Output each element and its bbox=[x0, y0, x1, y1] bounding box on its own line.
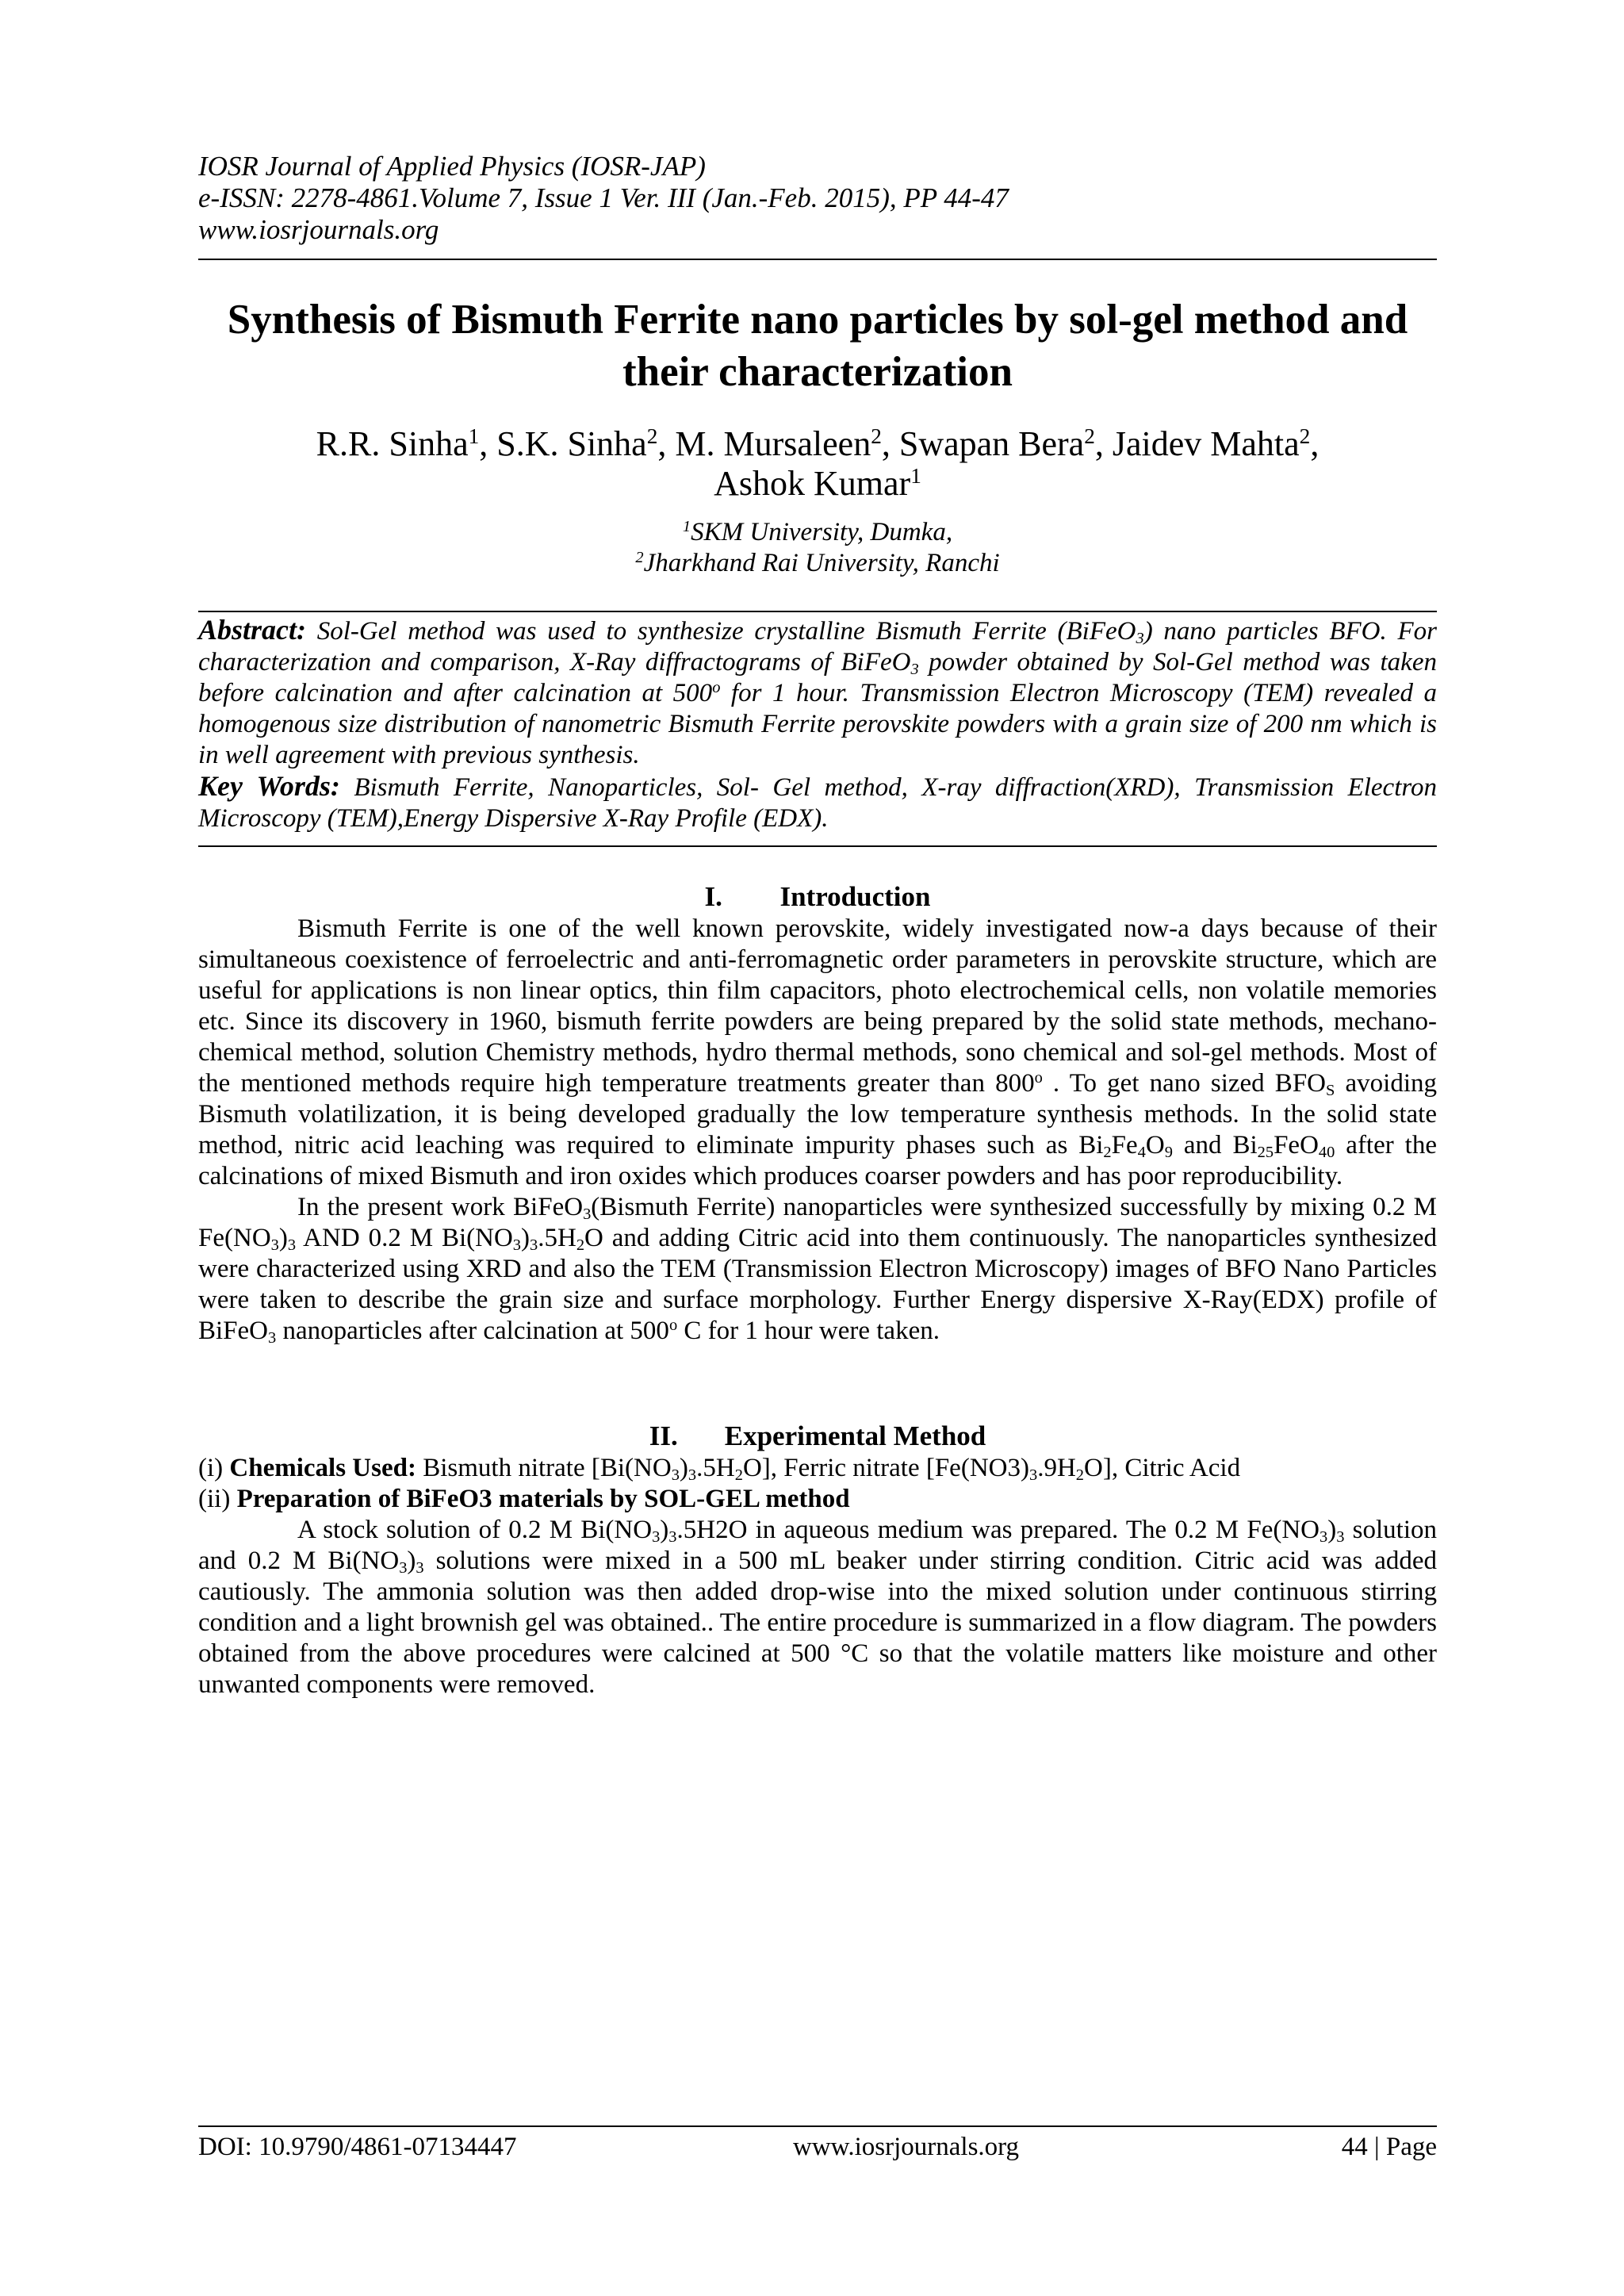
section-heading-introduction: I. Introduction bbox=[704, 881, 931, 912]
affiliations bbox=[198, 517, 1437, 579]
footer-website: www.iosrjournals.org bbox=[793, 2133, 1020, 2161]
affiliation-1: $^1$SKM University, Dumka, bbox=[682, 517, 953, 546]
affiliation-2: $^2$Jharkhand Rai University, Ranchi bbox=[635, 548, 1000, 577]
author-name: Jaidev Mahta bbox=[1112, 424, 1300, 463]
author-name: M. Mursaleen bbox=[675, 424, 871, 463]
author-line-2: Ashok Kumar$^1$ bbox=[714, 464, 921, 503]
footer-rule bbox=[198, 2125, 1437, 2127]
author-name: Ashok Kumar bbox=[714, 464, 911, 503]
experimental-section bbox=[198, 1420, 1437, 1700]
author-name: Swapan Bera bbox=[898, 424, 1085, 463]
abstract-top-rule bbox=[198, 611, 1437, 612]
journal-issn: e-ISSN: 2278-4861.Volume 7, Issue 1 Ver. III (Jan.-Feb. 2015), PP 44-47 bbox=[198, 182, 1009, 213]
header-rule bbox=[198, 259, 1437, 260]
abstract-section bbox=[198, 615, 1437, 834]
keywords-text: Key Words: Bismuth Ferrite, Nanoparticles, Sol- Gel method, X-ray diffraction(XRD), Transmission Electron Microscopy (TEM),Energy Dispersive X-Ray Profile (EDX). bbox=[198, 770, 1437, 833]
preparation-heading: (ii) Preparation of BiFeO3 materials by SOL-GEL method bbox=[198, 1485, 850, 1513]
intro-paragraph-1: Bismuth Ferrite is one of the well known perovskite, widely investigated now-a days because of their simultaneous coexistence of ferroelectric and anti-ferromagnetic order parameters in perovskite structure, which are useful for applications is non linear optics, thin film capacitors, photo electrochemical cells, non volatile memories etc. Since its discovery in 1960, bismuth ferrite powders are being prepared by the solid state methods, mechano-chemical method, solution Chemistry methods, hydro thermal methods, sono chemical and sol-gel methods. Most of the mentioned methods require high temperature treatments greater than 800$^o$ . To get nano sized $BFO_S$ avoiding Bismuth volatilization, it is being developed gradually the low temperature synthesis methods. In the solid state method, nitric acid leaching was required to eliminate impurity phases such as $Bi_2Fe_4O_9$ and $Bi_{25}FeO_{40}$ after the calcinations of mixed Bismuth and iron oxides which produces coarser powders and has poor reproducibility. bbox=[198, 914, 1437, 1190]
journal-website: www.iosrjournals.org bbox=[198, 214, 439, 245]
abstract-label: Abstract: bbox=[198, 614, 307, 646]
author-list bbox=[198, 424, 1437, 504]
abstract-bottom-rule bbox=[198, 845, 1437, 847]
journal-header bbox=[198, 151, 1437, 246]
title-line-2: their characterization bbox=[622, 349, 1013, 395]
paper-title bbox=[198, 293, 1437, 398]
intro-paragraph-2: In the present work BiFeO$_3$(Bismuth Ferrite) nanoparticles were synthesized successfully by mixing 0.2 M $Fe(NO_3)_3$ AND 0.2 M $Bi(NO_3)_3.5H_2O$ and adding Citric acid into them continuously. The nanoparticles synthesized were characterized using XRD and also the TEM (Transmission Electron Microscopy) images of BFO Nano Particles were taken to describe the grain size and surface morphology. Further Energy dispersive X-Ray(EDX) profile of BiFeO$_3$ nanoparticles after calcination at 500$^o$ C for 1 hour were taken. bbox=[198, 1193, 1437, 1347]
experimental-paragraph-1: A stock solution of 0.2 M $Bi(NO_3)_3.5H2O$ in aqueous medium was prepared. The 0.2 M $Fe(NO_3)_3$ solution and 0.2 M $Bi(NO_3)_3$ solutions were mixed in a 500 mL beaker under stirring condition. Citric acid was added cautiously. The ammonia solution was then added drop-wise into the mixed solution under continuous stirring condition and a light brownish gel was obtained.. The entire procedure is summarized in a flow diagram. The powders obtained from the above procedures were calcined at 500 °C so that the volatile matters like moisture and other unwanted components were removed. bbox=[198, 1516, 1437, 1699]
journal-name: IOSR Journal of Applied Physics (IOSR-JAP) bbox=[198, 151, 706, 182]
author-name: R.R. Sinha bbox=[316, 424, 469, 463]
title-line-1: Synthesis of Bismuth Ferrite nano particles by sol-gel method and bbox=[227, 297, 1408, 343]
footer-doi: DOI: 10.9790/4861-07134447 bbox=[198, 2133, 517, 2161]
keywords-label: Key Words: bbox=[198, 770, 340, 802]
introduction-section bbox=[198, 880, 1437, 1347]
footer-page-number: 44 | Page bbox=[1341, 2133, 1437, 2161]
chemicals-used: (i) Chemicals Used: Bismuth nitrate $[Bi(NO_3)_3.5H_2O]$, Ferric nitrate $[Fe(NO3)_3.9H_2O]$, Citric Acid bbox=[198, 1454, 1241, 1485]
author-name: S.K. Sinha bbox=[496, 424, 647, 463]
author-line-1: R.R. Sinha$^1$, S.K. Sinha$^2$, M. Mursaleen$^2$, Swapan Bera$^2$, Jaidev Mahta$^2$, bbox=[316, 424, 1320, 463]
section-heading-experimental: II. Experimental Method bbox=[649, 1420, 986, 1451]
abstract-text: Abstract: Sol-Gel method was used to synthesize crystalline Bismuth Ferrite (BiFeO$_3$) nano particles BFO. For characterization and comparison, X-Ray diffractograms of BiFeO$_3$ powder obtained by Sol-Gel method was taken before calcination and after calcination at 500$^o$ for 1 hour. Transmission Electron Microscopy (TEM) revealed a homogenous size distribution of nanometric Bismuth Ferrite perovskite powders with a grain size of 200 nm which is in well agreement with previous synthesis. bbox=[198, 614, 1437, 769]
